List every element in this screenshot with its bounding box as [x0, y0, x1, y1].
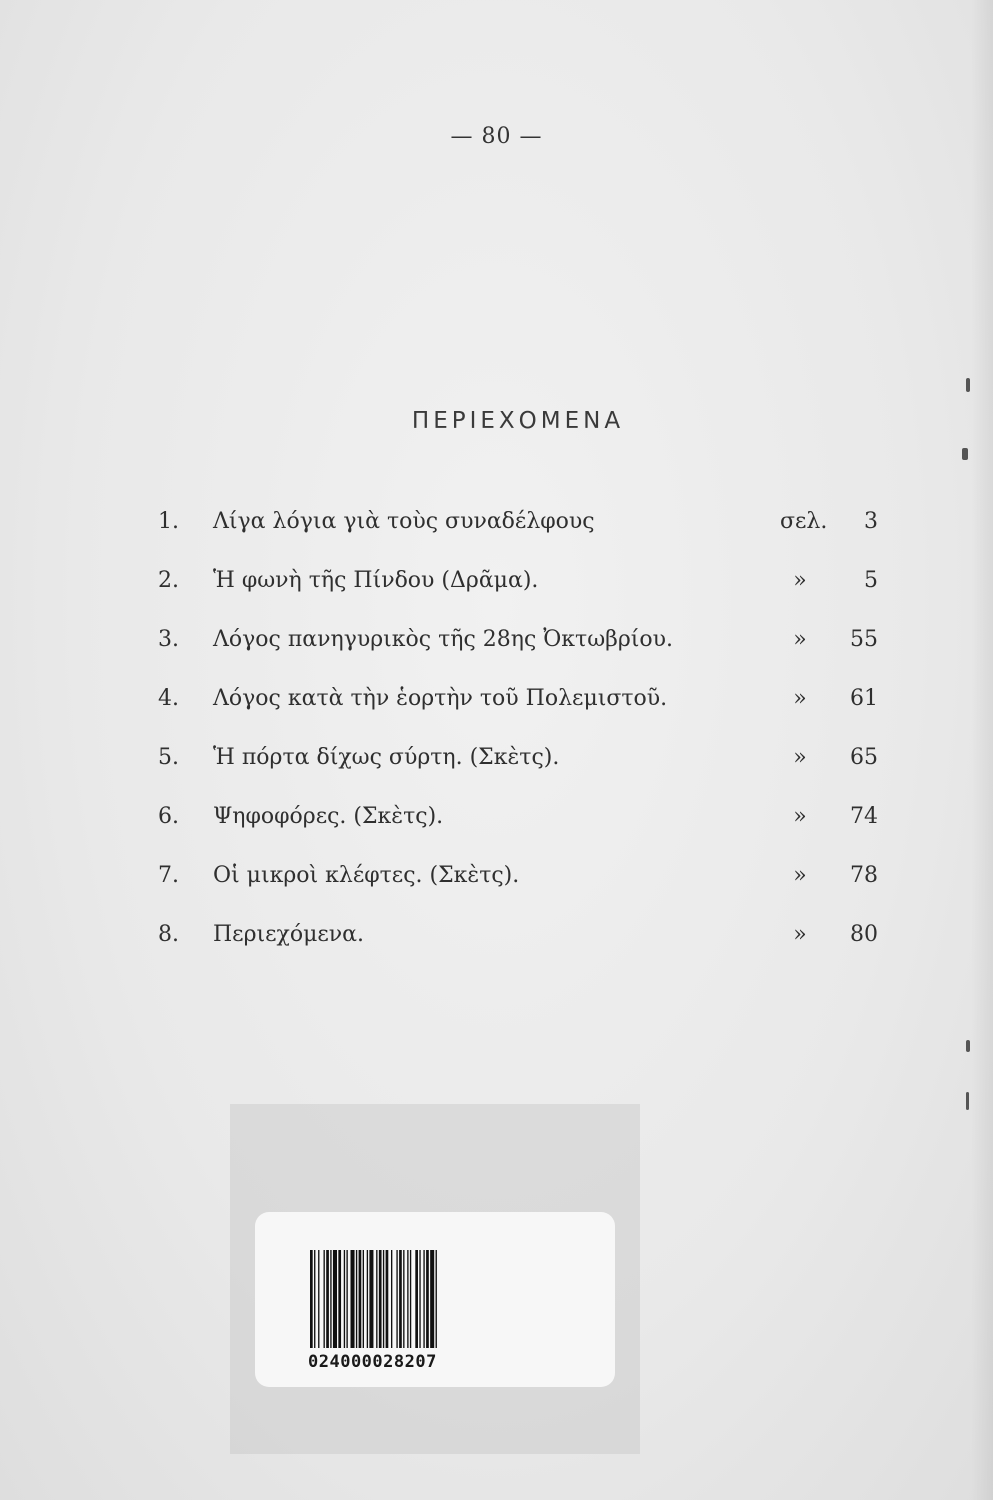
barcode-bar	[379, 1250, 382, 1348]
toc-entry-page: 78	[850, 863, 878, 888]
barcode-bar	[376, 1250, 377, 1348]
toc-entry-page-mark: »	[793, 804, 807, 829]
barcode-bar	[314, 1250, 315, 1348]
barcode-bar	[356, 1250, 357, 1348]
barcode-bar	[367, 1250, 368, 1348]
barcode-bar	[386, 1250, 389, 1348]
toc-entry	[158, 734, 880, 793]
barcode-bar	[383, 1250, 384, 1348]
barcode-bar	[430, 1250, 434, 1348]
barcode-bar	[346, 1250, 347, 1348]
toc-entry-page: 55	[850, 627, 878, 652]
barcode-bar	[326, 1250, 329, 1348]
toc-entry-title: Λίγα λόγια γιὰ τοὺς συναδέλφους	[213, 509, 595, 534]
barcode-bar	[396, 1250, 397, 1348]
toc-entry-page: 3	[864, 509, 878, 534]
toc-entry-number: 2.	[158, 568, 179, 593]
page-number: — 80 —	[450, 124, 543, 149]
toc-entry-title: Ἡ φωνὴ τῆς Πίνδου (Δρᾶμα).	[213, 568, 539, 593]
toc-entry-title: Οἱ μικροὶ κλέφτες. (Σκὲτς).	[213, 863, 520, 888]
barcode-bar	[391, 1250, 392, 1348]
barcode-bar	[399, 1250, 402, 1348]
page-edge-shadow	[971, 0, 993, 1500]
toc-entry-title: Περιεχόμενα.	[213, 922, 365, 947]
barcode-bar	[359, 1250, 362, 1348]
toc-entry-page-mark: »	[793, 686, 807, 711]
toc-entry-title: Λόγος πανηγυρικὸς τῆς 28ης Ὀκτωβρίου.	[213, 627, 674, 652]
toc-entry-number: 7.	[158, 863, 179, 888]
barcode-bar	[419, 1250, 420, 1348]
toc-entry-title: Λόγος κατὰ τὴν ἑορτὴν τοῦ Πολεμιστοῦ.	[213, 686, 668, 711]
toc-entry-title: Ψηφοφόρες. (Σκὲτς).	[213, 804, 444, 829]
barcode-bar	[426, 1250, 429, 1348]
barcode-bar	[415, 1250, 418, 1348]
toc-entry-number: 8.	[158, 922, 179, 947]
margin-speck	[966, 1040, 970, 1052]
barcode-bar	[403, 1250, 404, 1348]
toc-entry-page: 61	[850, 686, 878, 711]
barcode-bar	[338, 1250, 341, 1348]
toc-entry-page-mark: »	[793, 745, 807, 770]
toc-entry-page: 5	[864, 568, 878, 593]
toc-entry	[158, 793, 880, 852]
barcode-graphic	[310, 1250, 486, 1348]
margin-speck	[962, 448, 968, 460]
toc-entry-page-mark: »	[793, 922, 807, 947]
barcode-bar	[344, 1250, 345, 1348]
toc-entry	[158, 498, 880, 557]
toc-entry-page-mark: »	[793, 863, 807, 888]
toc-entry-number: 3.	[158, 627, 179, 652]
barcode-bar	[324, 1250, 325, 1348]
toc-entry-number: 6.	[158, 804, 179, 829]
toc-entry-page-mark: »	[793, 568, 807, 593]
toc-entry-page: 65	[850, 745, 878, 770]
margin-speck	[966, 378, 970, 392]
barcode-bar	[369, 1250, 373, 1348]
toc-entry	[158, 557, 880, 616]
toc-entry-title: Ἡ πόρτα δίχως σύρτη. (Σκὲτς).	[213, 745, 560, 770]
toc-entry	[158, 675, 880, 734]
barcode-bar	[310, 1250, 313, 1348]
toc-entry-page: 80	[850, 922, 878, 947]
toc-title: ΠΕΡΙΕΧΟΜΕΝΑ	[411, 408, 625, 434]
barcode-bar	[330, 1250, 331, 1348]
barcode-bar	[351, 1250, 355, 1348]
toc-entry	[158, 616, 880, 675]
toc-entry-number: 1.	[158, 509, 179, 534]
barcode-number: 024000028207	[308, 1352, 437, 1372]
toc-list	[158, 498, 880, 970]
toc-entry-page: 74	[850, 804, 878, 829]
barcode-bar	[363, 1250, 364, 1348]
barcode-bar	[410, 1250, 411, 1348]
margin-speck	[966, 1092, 969, 1110]
toc-entry	[158, 852, 880, 911]
toc-entry-page-mark: σελ.	[780, 509, 828, 534]
barcode-bar	[318, 1250, 319, 1348]
toc-entry	[158, 911, 880, 970]
barcode-bar	[436, 1250, 437, 1348]
toc-entry-number: 5.	[158, 745, 179, 770]
barcode-bar	[423, 1250, 424, 1348]
barcode-bar	[407, 1250, 408, 1348]
toc-entry-number: 4.	[158, 686, 179, 711]
barcode-bar	[333, 1250, 337, 1348]
toc-entry-page-mark: »	[793, 627, 807, 652]
